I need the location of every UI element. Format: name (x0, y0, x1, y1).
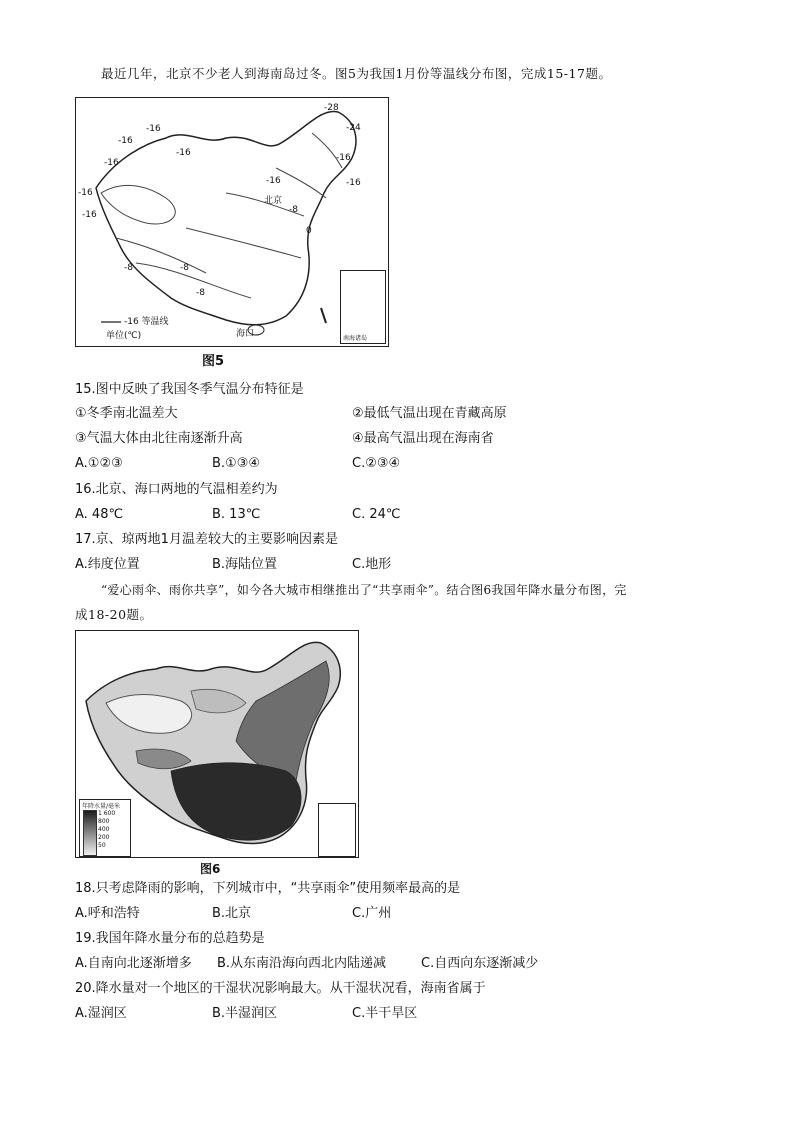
precipitation-legend (79, 799, 131, 857)
isotherm-label: -28 (324, 103, 339, 113)
option-b[interactable]: B.北京 (212, 906, 252, 921)
isotherm-label: 0 (306, 226, 312, 236)
isotherm-label: -24 (346, 123, 361, 133)
option-c[interactable]: C.地形 (352, 557, 392, 572)
map-legend-unit: 单位(℃) (106, 331, 142, 341)
option-c[interactable]: C.广州 (352, 906, 392, 921)
isotherm-label: -16 (104, 158, 119, 168)
option-a[interactable]: A.自南向北逐渐增多 (75, 956, 192, 971)
isotherm-label: -16 (336, 153, 351, 163)
isotherm-label: -8 (196, 288, 205, 298)
legend-value: 400 (98, 826, 110, 833)
statement-1: ①冬季南北温差大 (75, 406, 178, 421)
city-label-beijing: 北京 (264, 196, 283, 206)
statement-4: ④最高气温出现在海南省 (352, 431, 494, 446)
figure-caption: 图5 (202, 354, 225, 369)
question-15-stem: 15.图中反映了我国冬季气温分布特征是 (75, 382, 304, 397)
isotherm-label: -16 (78, 188, 93, 198)
option-c[interactable]: C. 24℃ (352, 507, 401, 522)
intro-paragraph-2-cont: 成18-20题。 (75, 607, 153, 622)
precipitation-map (75, 630, 359, 858)
isotherm-label: -8 (180, 263, 189, 273)
figure-caption: 图6 (200, 862, 221, 876)
legend-value: 800 (98, 818, 110, 825)
option-c[interactable]: C.自西向东逐渐减少 (421, 956, 539, 971)
option-c[interactable]: C.半干旱区 (352, 1006, 418, 1021)
question-17-stem: 17.京、琼两地1月温差较大的主要影响因素是 (75, 532, 338, 547)
isotherm-label: -16 (82, 210, 97, 220)
option-a[interactable]: A.纬度位置 (75, 557, 140, 572)
legend-value: 50 (98, 842, 106, 849)
map-legend: -16 等温线 (124, 317, 169, 327)
question-18-stem: 18.只考虑降雨的影响，下列城市中，“共享雨伞”使用频率最高的是 (75, 881, 461, 896)
inset-label: 南海诸岛 (343, 335, 368, 342)
option-a[interactable]: A.①②③ (75, 456, 123, 471)
option-b[interactable]: B.半湿润区 (212, 1006, 278, 1021)
intro-paragraph-2: “爱心雨伞、雨你共享”，如今各大城市相继推出了“共享雨伞”。结合图6我国年降水量分布图，完 (101, 583, 627, 597)
south-china-sea-inset (340, 270, 386, 344)
statement-3: ③气温大体由北往南逐渐升高 (75, 431, 243, 446)
isotherm-map (75, 97, 389, 347)
question-16-stem: 16.北京、海口两地的气温相差约为 (75, 482, 278, 497)
option-a[interactable]: A. 48℃ (75, 507, 124, 522)
south-china-sea-inset (318, 803, 356, 857)
isotherm-label: -8 (289, 205, 298, 215)
option-b[interactable]: B. 13℃ (212, 507, 261, 522)
statement-2: ②最低气温出现在青藏高原 (352, 406, 507, 421)
isotherm-label: -16 (176, 148, 191, 158)
legend-value: 200 (98, 834, 110, 841)
option-b[interactable]: B.从东南沿海向西北内陆递减 (217, 956, 387, 971)
isotherm-label: -16 (346, 178, 361, 188)
question-20-stem: 20.降水量对一个地区的干湿状况影响最大。从干湿状况看，海南省属于 (75, 981, 486, 996)
legend-color-scale (83, 810, 97, 856)
option-b[interactable]: B.海陆位置 (212, 557, 278, 572)
isotherm-label: -16 (118, 136, 133, 146)
question-19-stem: 19.我国年降水量分布的总趋势是 (75, 931, 265, 946)
legend-title: 年降水量/毫米 (82, 803, 121, 810)
legend-value: 1 600 (98, 810, 116, 817)
intro-paragraph-1: 最近几年，北京不少老人到海南岛过冬。图5为我国1月份等温线分布图，完成15-17题。 (101, 66, 612, 81)
isotherm-label: -16 (266, 176, 281, 186)
option-a[interactable]: A.湿润区 (75, 1006, 127, 1021)
option-a[interactable]: A.呼和浩特 (75, 906, 140, 921)
option-b[interactable]: B.①③④ (212, 456, 261, 471)
isotherm-label: -8 (124, 263, 133, 273)
city-label-haikou: 海口 (236, 329, 255, 339)
isotherm-label: -16 (146, 124, 161, 134)
option-c[interactable]: C.②③④ (352, 456, 401, 471)
